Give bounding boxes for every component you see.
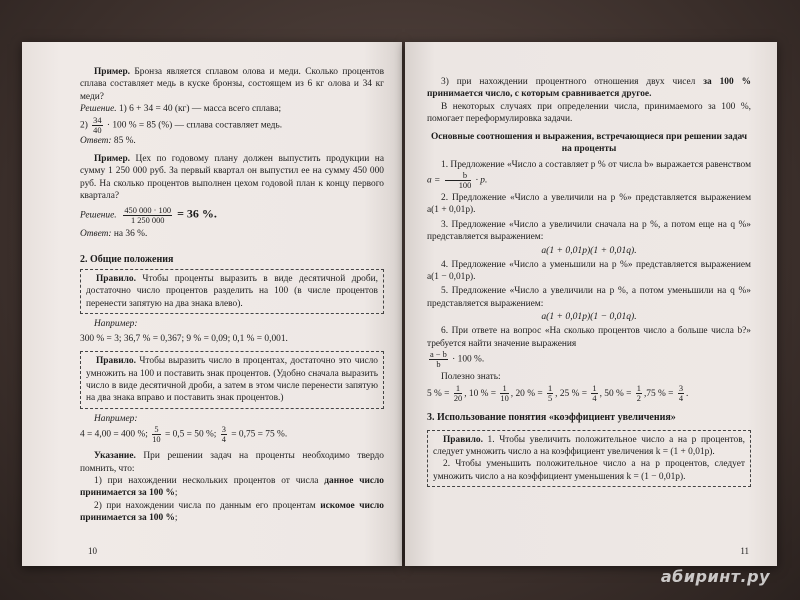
useful-list (427, 384, 751, 404)
note-item-end: ; (174, 488, 178, 499)
example-4-text (80, 425, 384, 444)
example-1-label: Пример. (94, 67, 131, 77)
statement-text: 1. Предложение «Число a составляет p % от числа b» выражается равенством (441, 159, 751, 170)
rule-2 (86, 355, 378, 405)
example-2-answer (80, 228, 384, 240)
fraction (123, 206, 172, 225)
rule-box-2 (80, 351, 384, 409)
useful-item-percent: 25 % = (559, 388, 590, 399)
useful-item (559, 383, 605, 403)
statement-3: 3. Предложение «Число a увеличили сначала на p %, а потом еще на q %» представляется выражением: (427, 219, 751, 243)
rule-text: 1. Чтобы увеличить положительное число a на p процентов, следует умножить число a на коэффициент увеличения k = (1 + 0,01p). (433, 434, 745, 457)
formula-5: a(1 + 0,01p)(1 − 0,01q). (541, 311, 637, 323)
fraction (636, 384, 642, 403)
note (80, 450, 384, 475)
statement-2: 2. Предложение «Число a увеличили на p %» представляется выражением a(1 + 0,01p). (427, 193, 751, 216)
answer-value: на 36 %. (111, 228, 148, 239)
subsection-title: Основные соотношения и выражения, встречающиеся при решении задач на проценты (430, 131, 748, 154)
example-4-part-b: = 0,5 = 50 %; (162, 429, 219, 440)
example-4-part-a: 4 = 4,00 = 400 %; (80, 429, 151, 440)
fraction-denominator: 2 (636, 393, 641, 403)
fraction (92, 116, 102, 135)
useful-item-separator: . (686, 388, 689, 399)
fraction (152, 425, 160, 444)
note-item-end: ; (174, 513, 178, 524)
fraction-denominator: 4 (592, 393, 597, 403)
example-2-text: Цех по годовому плану должен выпустить продукции на сумму 1 250 000 руб. За первый квартал он выпустил ее на сумму 450 000 руб. На сколько процентов выполнен цехом годовой план к концу первого квартала? (80, 154, 384, 202)
useful-item-percent: 75 % = (646, 388, 676, 399)
fraction-numerator: 1 (636, 383, 641, 393)
solution-label: Решение. (80, 210, 117, 221)
answer-label: Ответ: (80, 228, 112, 239)
fraction (547, 384, 553, 403)
note-item-1 (80, 475, 384, 500)
fraction-denominator: 20 (453, 393, 463, 403)
paragraph-3 (427, 76, 751, 101)
rule-1 (86, 273, 378, 310)
useful-item (427, 383, 469, 403)
example-3-text: 300 % = 3; 36,7 % = 0,367; 9 % = 0,09; 0,1 % = 0,001. (80, 333, 288, 344)
section-2-title: 2. Общие положения (80, 254, 174, 266)
fraction (429, 350, 448, 369)
fraction-numerator: 450 000 · 100 (124, 205, 172, 215)
useful-item (604, 383, 647, 403)
example-2-label: Пример. (94, 154, 131, 165)
useful-item (643, 383, 689, 403)
left-page (22, 42, 402, 566)
rule-label: Правило. (443, 434, 483, 445)
note-text: При решении задач на проценты необходимо твердо помнить, что: (80, 451, 384, 474)
rule-label: Правило. (96, 274, 136, 285)
fraction-denominator: 1 250 000 (130, 215, 165, 225)
useful-item-percent: 10 % = (468, 388, 499, 399)
note-item-bold: данное число принимается за 100 % (80, 475, 384, 499)
fraction-numerator: 34 (93, 115, 102, 125)
useful-item-percent: 50 % = (604, 388, 634, 399)
example-1-solution-1 (80, 103, 384, 115)
fraction (445, 171, 472, 190)
example-1-text: Бронза является сплавом олова и меди. Сколько процентов сплава составляет медь в куске бронзы, состоящем из 6 кг олова и 34 кг меди? (80, 67, 384, 102)
rule-box-1 (80, 269, 384, 314)
formula-part: a = (427, 175, 443, 186)
section-3-title: 3. Использование понятия «коэффициент увеличения» (427, 411, 676, 423)
useful-item-separator: , (464, 388, 469, 399)
statement-6-formula (427, 350, 751, 369)
useful-item-separator: , (555, 388, 560, 399)
fraction (678, 384, 684, 403)
note-item-bold: искомое число принимается за 100 % (80, 500, 384, 524)
fraction-numerator: b (445, 171, 472, 181)
solution-step-2-text: · 100 % = 85 (%) — сплава составляет медь. (104, 120, 283, 131)
example-2-solution (80, 206, 384, 225)
fraction-denominator: b (436, 360, 441, 370)
fraction-numerator: 3 (221, 425, 226, 435)
example-4-label: Например: (94, 413, 138, 424)
rule-text: Чтобы проценты выразить в виде десятичной дроби, достаточно число процентов разделить на 100 (в числе процентов перенести запятую на два знака влево). (86, 274, 378, 309)
formula-3: a(1 + 0,01p)(1 + 0,01q). (541, 244, 637, 256)
fraction-denominator: 10 (500, 393, 509, 403)
fraction (500, 384, 508, 403)
paragraph-text: 3) при нахождении процентного отношения двух чисел (441, 77, 704, 87)
paragraph-bold: за 100 % принимается число, с которым сравнивается другое. (427, 77, 751, 100)
useful-item (468, 383, 516, 403)
note-item-text: 1) при нахождении нескольких процентов от числа (94, 475, 325, 486)
rule-label: Правило. (96, 356, 136, 367)
fraction-denominator: 5 (547, 393, 553, 403)
example-2 (80, 153, 384, 203)
example-1-solution-2 (80, 116, 384, 135)
fraction-numerator: 1 (547, 383, 553, 393)
solution-label: Решение. (80, 104, 117, 115)
fraction (221, 425, 227, 444)
useful-item-separator: , (510, 388, 516, 399)
statement-1 (427, 159, 751, 190)
rule-text: Чтобы выразить число в процентах, достаточно это число умножить на 100 и поставить знак процентов. (Удобно сначала выразить число в виде десятичной дроби, а затем в этом числе перенести запятую на два знака вправо и поставить знак процентов.) (86, 356, 378, 404)
fraction-denominator: 100 (458, 181, 472, 191)
fraction-denominator: 4 (678, 393, 683, 403)
page-number-left: 10 (88, 546, 97, 556)
fraction-numerator: a − b (430, 350, 447, 360)
rule-box-3 (427, 430, 751, 488)
fraction-numerator: 5 (152, 425, 160, 435)
answer-label: Ответ: (80, 135, 112, 146)
fraction-denominator: 40 (93, 125, 102, 135)
fraction (591, 384, 597, 403)
fraction-numerator: 1 (592, 383, 597, 393)
fraction-numerator: 1 (454, 384, 462, 394)
formula-tail: · 100 %. (449, 354, 485, 365)
useful-item-percent: 5 % = (427, 388, 452, 399)
rule-3-part-2: 2. Чтобы уменьшить положительное число a на p процентов, следует умножить число a на коэффициент уменьшения k = (1 − 0,01p). (433, 459, 745, 482)
solution-result: = 36 %. (174, 206, 217, 221)
useful-item (515, 383, 560, 403)
example-4-part-c: = 0,75 = 75 %. (228, 429, 288, 440)
useful-item-separator: , (643, 388, 647, 399)
example-1 (80, 66, 384, 103)
right-page (405, 42, 777, 566)
statement-6: 6. При ответе на вопрос «На сколько процентов число a больше числа b?» требуется найти значение выражения (427, 326, 751, 349)
note-item-text: 2) при нахождении числа по данным его процентам (94, 500, 321, 511)
fraction-numerator: 1 (500, 384, 508, 394)
paragraph-some-cases: В некоторых случаях при определении числа, принимаемого за 100 %, помогает переформулировка задачи. (427, 101, 751, 125)
fraction-denominator: 10 (152, 435, 161, 445)
watermark-logo: абиринт.ру (660, 567, 770, 586)
note-label: Указание. (94, 451, 136, 462)
note-item-2 (80, 500, 384, 525)
rule-3-part-1 (433, 434, 745, 459)
example-1-answer (80, 135, 384, 147)
useful-label: Полезно знать: (441, 372, 501, 383)
page-number-right: 11 (740, 546, 749, 556)
useful-item-percent: 20 % = (515, 388, 545, 399)
fraction-numerator: 3 (678, 383, 683, 393)
statement-5: 5. Предложение «Число a увеличили на p %, а потом уменьшили на q %» представляется выражением: (427, 286, 751, 309)
solution-step-1: 1) 6 + 34 = 40 (кг) — масса всего сплава; (116, 104, 282, 115)
useful-item-separator: , (599, 388, 605, 399)
statement-4: 4. Предложение «Число a уменьшили на p %» представляется выражением a(1 − 0,01p). (427, 259, 751, 283)
fraction (454, 384, 462, 403)
solution-step-2-prefix: 2) (80, 120, 91, 131)
formula-part: · p. (473, 175, 488, 186)
answer-value: 85 %. (111, 135, 136, 146)
example-3-label: Например: (94, 319, 138, 330)
fraction-denominator: 4 (221, 435, 226, 445)
